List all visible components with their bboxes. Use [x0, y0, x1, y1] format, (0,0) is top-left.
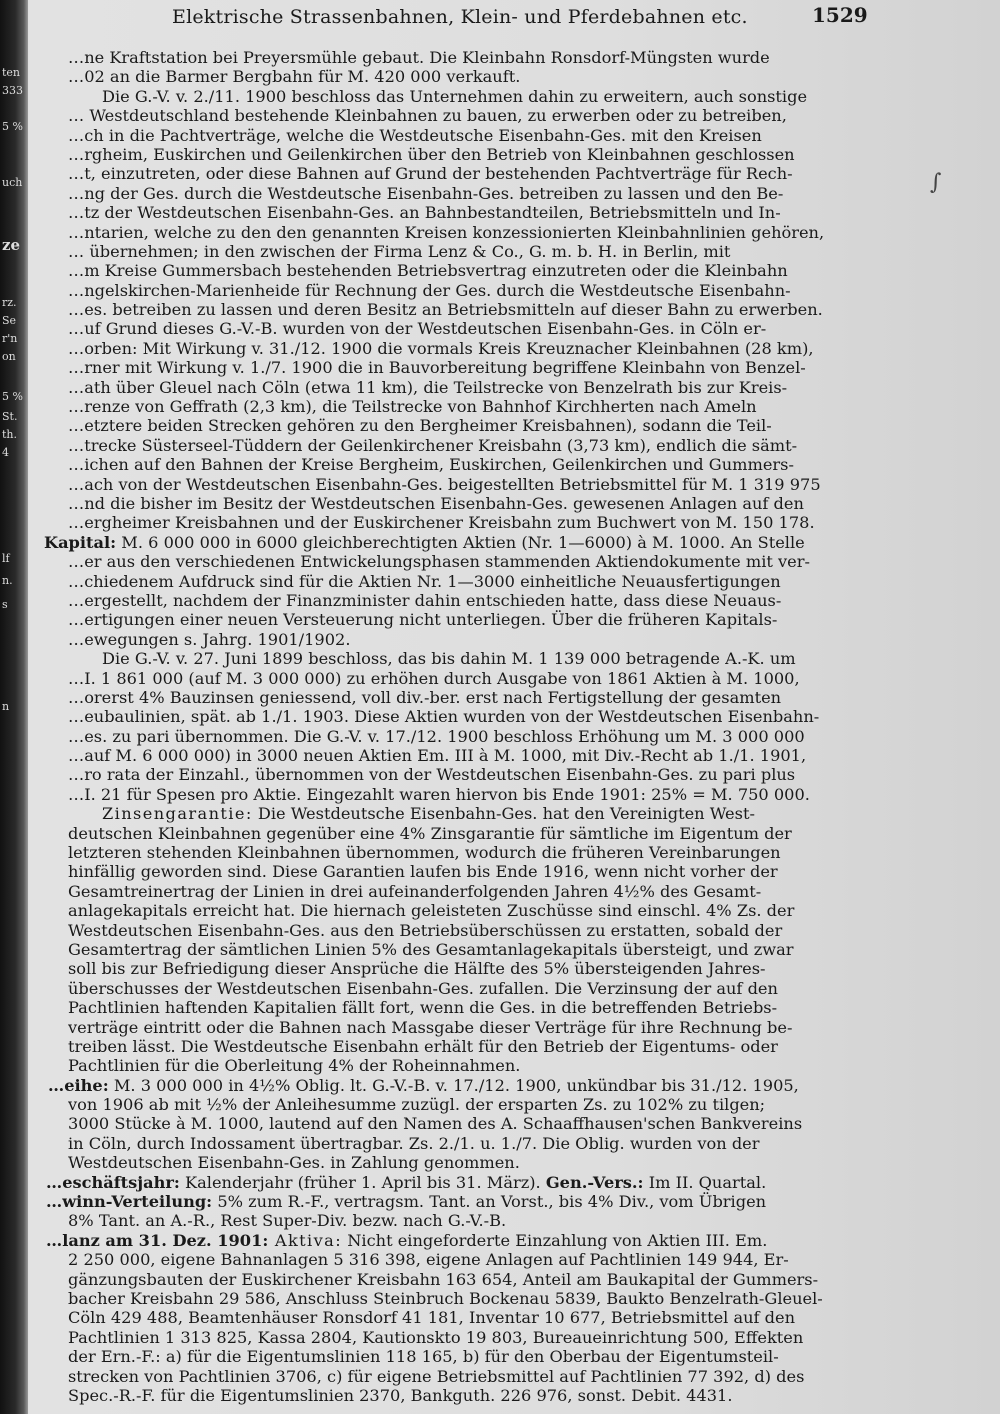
pencil-mark: ∫	[930, 170, 942, 195]
text-line: …eubaulinien, spät. ab 1./1. 1903. Diese Aktien wurden von der Westdeutschen Eisenbahn-	[68, 707, 820, 727]
text-run: Im II. Quartal.	[643, 1172, 767, 1192]
text-line: … übernehmen; in den zwischen der Firma Lenz & Co., G. m. b. H. in Berlin, mit	[68, 241, 731, 261]
text-line: …ach von der Westdeutschen Eisenbahn-Ges. beigestellten Betriebsmittel für M. 1 319 975	[68, 474, 821, 494]
text-line: …renze von Geffrath (2,3 km), die Teilstrecke von Bahnhof Kirchherten nach Ameln	[68, 397, 757, 417]
text-run: M. 6 000 000 in 6000 gleichberechtigten Aktien (Nr. 1—6000) à M. 1000. An Stelle	[116, 532, 805, 552]
section-heading-bilanz: …lanz am 31. Dez. 1901:	[46, 1230, 269, 1250]
text-line: gänzungsbauten der Euskirchener Kreisbahn 163 654, Anteil am Baukapital der Gummers-	[68, 1269, 819, 1289]
left-margin-fragments	[0, 0, 30, 1414]
text-line: …ntarien, welche zu den den genannten Kreisen konzessionierten Kleinbahnlinien gehören,	[68, 222, 825, 242]
text-line: …t, einzutreten, oder diese Bahnen auf Grund der bestehenden Pachtverträge für Rech-	[68, 164, 793, 184]
text-line: …etztere beiden Strecken gehören zu den Bergheimer Kreisbahnen), sodann die Teil-	[68, 416, 772, 436]
page-number: 1529	[812, 3, 868, 27]
text-line: Die G.-V. v. 27. Juni 1899 beschloss, das bis dahin M. 1 139 000 betragende A.-K. um	[102, 649, 796, 669]
text-run: M. 3 000 000 in 4½% Oblig. lt. G.-V.-B. v. 17./12. 1900, unkündbar bis 31./12. 1905,	[108, 1075, 799, 1095]
header-title: Elektrische Strassenbahnen, Klein- und Pferdebahnen etc.	[172, 6, 748, 28]
margin-fragment: on	[2, 350, 16, 363]
text-run: Nicht eingeforderte Einzahlung von Aktien III. Em.	[342, 1230, 768, 1250]
text-line: …chiedenem Aufdruck sind für die Aktien Nr. 1—3000 einheitliche Neuausfertigungen	[68, 571, 781, 591]
text-line: Gesamtreinertrag der Linien in drei aufeinanderfolgenden Jahren 4½% des Gesamt-	[68, 881, 762, 901]
text-run: Die Westdeutsche Eisenbahn-Ges. hat den Vereinigten West-	[252, 804, 755, 824]
text-line: …ch in die Pachtverträge, welche die Westdeutsche Eisenbahn-Ges. mit den Kreisen	[68, 125, 762, 145]
text-line: von 1906 ab mit ½% der Anleihesumme zuzügl. der ersparten Zs. zu 102% zu tilgen;	[68, 1095, 766, 1115]
text-line: der Ern.-F.: a) für die Eigentumslinien 118 165, b) für den Oberbau der Eigentumsteil-	[68, 1347, 779, 1367]
text-line: …m Kreise Gummersbach bestehenden Betriebsvertrag einzutreten oder die Kleinbahn	[68, 261, 788, 281]
text-line	[46, 1231, 868, 1250]
section-heading-anleihe: …eihe:	[48, 1075, 109, 1095]
text-line	[44, 533, 868, 552]
margin-fragment: 4	[2, 446, 9, 459]
text-line: …es. zu pari übernommen. Die G.-V. v. 17./12. 1900 beschloss Erhöhung um M. 3 000 000	[68, 726, 805, 746]
text-line: überschusses der Westdeutschen Eisenbahn-Ges. zufallen. Die Verzinsung der auf den	[68, 978, 778, 998]
text-line: …ng der Ges. durch die Westdeutsche Eisenbahn-Ges. betreiben zu lassen und den Be-	[68, 183, 784, 203]
margin-fragment: St.	[2, 410, 18, 423]
text-line: …nd die bisher im Besitz der Westdeutschen Eisenbahn-Ges. gewesenen Anlagen auf den	[68, 493, 804, 513]
text-line: …I. 1 861 000 (auf M. 3 000 000) zu erhöhen durch Ausgabe von 1861 Aktien à M. 1000,	[68, 668, 800, 688]
text-line: …I. 21 für Spesen pro Aktie. Eingezahlt waren hiervon bis Ende 1901: 25% = M. 750 000.	[68, 784, 810, 804]
text-line: Pachtlinien für die Oberleitung 4% der Roheinnahmen.	[68, 1056, 521, 1076]
text-line: …ertigungen einer neuen Versteuerung nicht unterliegen. Über die früheren Kapitals-	[68, 610, 778, 630]
text-line: soll bis zur Befriedigung dieser Ansprüche die Hälfte des 5% übersteigenden Jahres-	[68, 959, 766, 979]
text-line: 8% Tant. an A.-R., Rest Super-Div. bezw. nach G.-V.-B.	[68, 1211, 507, 1231]
text-line: …ergheimer Kreisbahnen und der Euskirchener Kreisbahn zum Buchwert von M. 150 178.	[68, 513, 815, 533]
text-line: …rgheim, Euskirchen und Geilenkirchen über den Betrieb von Kleinbahnen geschlossen	[68, 144, 795, 164]
text-line: … Westdeutschland bestehende Kleinbahnen zu bauen, zu erwerben oder zu betreiben,	[68, 106, 787, 126]
margin-fragment: r'n	[2, 332, 18, 345]
text-line: …ngelskirchen-Marienheide für Rechnung der Ges. durch die Westdeutsche Eisenbahn-	[68, 280, 791, 300]
text-line: …es. betreiben zu lassen und deren Besitz an Betriebsmitteln auf dieser Bahn zu erwerben.	[68, 300, 823, 320]
text-line: anlagekapitals erreicht hat. Die hiernach geleisteten Zuschüsse sind einschl. 4% Zs. der	[68, 901, 795, 921]
margin-fragment: ze	[2, 236, 21, 254]
text-line: letzteren stehenden Kleinbahnen übernommen, wodurch die früheren Vereinbarungen	[68, 843, 781, 863]
text-line: 2 250 000, eigene Bahnanlagen 5 316 398, eigene Anlagen auf Pachtlinien 149 944, Er-	[68, 1250, 789, 1270]
text-line: Pachtlinien 1 313 825, Kassa 2804, Kautionskto 19 803, Bureaueinrichtung 500, Effekten	[68, 1327, 804, 1347]
text-run: Kalenderjahr (früher 1. April bis 31. März).	[179, 1172, 546, 1192]
text-line: …ergestellt, nachdem der Finanzminister dahin entschieden hatte, dass diese Neuaus-	[68, 590, 782, 610]
text-line: treiben lässt. Die Westdeutsche Eisenbahn erhält für den Betrieb der Eigentums- oder	[68, 1036, 778, 1056]
text-line: …02 an die Barmer Bergbahn für M. 420 000 verkauft.	[68, 67, 521, 87]
margin-fragment: uch	[2, 176, 23, 189]
margin-fragment: s	[2, 598, 8, 611]
margin-fragment: n	[2, 700, 10, 713]
article-body	[44, 48, 868, 1405]
text-line: …auf M. 6 000 000) in 3000 neuen Aktien Em. III à M. 1000, mit Div.-Recht ab 1./1. 1901,	[68, 746, 807, 766]
text-line: Cöln 429 488, Beamtenhäuser Ronsdorf 41 181, Inventar 10 677, Betriebsmittel auf den	[68, 1308, 796, 1328]
text-line	[46, 1173, 868, 1192]
text-line: …tz der Westdeutschen Eisenbahn-Ges. an Bahnbestandteilen, Betriebsmitteln und In-	[68, 203, 781, 223]
text-line: …ichen auf den Bahnen der Kreise Bergheim, Euskirchen, Geilenkirchen und Gummers-	[68, 455, 794, 475]
text-line: …ro rata der Einzahl., übernommen von der Westdeutschen Eisenbahn-Ges. zu pari plus	[68, 765, 796, 785]
text-line: …ath über Gleuel nach Cöln (etwa 11 km), die Teilstrecke von Benzelrath bis zur Kreis-	[68, 377, 788, 397]
text-line: bacher Kreisbahn 29 586, Anschluss Steinbruch Bockenau 5839, Baukto Benzelrath-Gleuel-	[68, 1289, 823, 1308]
text-line: …trecke Süsterseel-Tüddern der Geilenkirchener Kreisbahn (3,73 km), endlich die sämt-	[68, 435, 798, 455]
text-line: Westdeutschen Eisenbahn-Ges. aus den Betriebsüberschüssen zu erstatten, sobald der	[68, 920, 783, 940]
text-line: deutschen Kleinbahnen gegenüber eine 4% Zinsgarantie für sämtliche im Eigentum der	[68, 823, 792, 843]
text-line: Gesamtertrag der sämtlichen Linien 5% des Gesamtanlagekapitals übersteigt, und zwar	[68, 939, 794, 959]
text-line: …rner mit Wirkung v. 1./7. 1900 die in Bauvorbereitung begriffene Kleinbahn von Benzel-	[68, 358, 806, 378]
section-heading-zinsengarantie: Zinsengarantie:	[102, 804, 253, 824]
subheading-aktiva: Aktiva:	[268, 1230, 343, 1250]
text-line: …uf Grund dieses G.-V.-B. wurden von der Westdeutschen Eisenbahn-Ges. in Cöln er-	[68, 319, 767, 339]
text-line: Die G.-V. v. 2./11. 1900 beschloss das Unternehmen dahin zu erweitern, auch sonstige	[102, 86, 808, 106]
text-line	[48, 1076, 868, 1095]
running-header	[0, 0, 1000, 40]
section-heading-gen-vers: Gen.-Vers.:	[545, 1172, 644, 1192]
text-line: …er aus den verschiedenen Entwickelungsphasen stammenden Aktiendokumente mit ver-	[68, 552, 810, 572]
margin-fragment: ten	[2, 66, 21, 79]
text-line: …ne Kraftstation bei Preyersmühle gebaut. Die Kleinbahn Ronsdorf-Müngsten wurde	[68, 48, 770, 67]
text-line: Spec.-R.-F. für die Eigentumslinien 2370, Bankguth. 226 976, sonst. Debit. 4431.	[68, 1385, 733, 1405]
margin-fragment: n.	[2, 574, 13, 587]
text-line: verträge eintritt oder die Bahnen nach Massgabe dieser Verträge für ihre Rechnung be-	[68, 1017, 793, 1037]
text-line: strecken von Pachtlinien 3706, c) für eigene Betriebsmittel auf Pachtlinien 77 392, d) des	[68, 1366, 805, 1386]
margin-fragment: 5 %	[2, 390, 23, 403]
text-line: …orben: Mit Wirkung v. 31./12. 1900 die vormals Kreis Kreuznacher Kleinbahnen (28 km),	[68, 338, 814, 358]
text-line: in Cöln, durch Indossament übertragbar. Zs. 2./1. u. 1./7. Die Oblig. wurden von der	[68, 1133, 760, 1153]
margin-fragment: 5 %	[2, 120, 23, 133]
margin-fragment: 333	[2, 84, 23, 97]
text-line: 3000 Stücke à M. 1000, lautend auf den Namen des A. Schaaffhausen'schen Bankvereins	[68, 1114, 803, 1134]
margin-fragment: th.	[2, 428, 18, 441]
text-line: …orerst 4% Bauzinsen geniessend, voll div.-ber. erst nach Fertigstellung der gesamten	[68, 687, 782, 707]
text-run: 5% zum R.-F., vertragsm. Tant. an Vorst., bis 4% Div., vom Übrigen	[212, 1192, 767, 1212]
text-line: hinfällig geworden sind. Diese Garantien laufen bis Ende 1916, wenn nicht vorher der	[68, 862, 778, 882]
section-heading-geschaeftsjahr: …eschäftsjahr:	[46, 1172, 180, 1192]
margin-fragment: Se	[2, 314, 17, 327]
text-line	[68, 804, 868, 823]
text-line: Pachtlinien haftenden Kapitalien fällt fort, wenn die Ges. in die betreffenden Betriebs-	[68, 998, 778, 1018]
section-heading-kapital: Kapital:	[44, 532, 117, 552]
text-line: Westdeutschen Eisenbahn-Ges. in Zahlung genommen.	[68, 1153, 520, 1173]
text-line	[46, 1192, 868, 1211]
margin-fragment: rz.	[2, 296, 17, 309]
section-heading-gewinn-verteilung: …winn-Verteilung:	[46, 1192, 213, 1212]
text-line: …ewegungen s. Jahrg. 1901/1902.	[68, 629, 351, 649]
margin-fragment: lf	[2, 552, 10, 565]
